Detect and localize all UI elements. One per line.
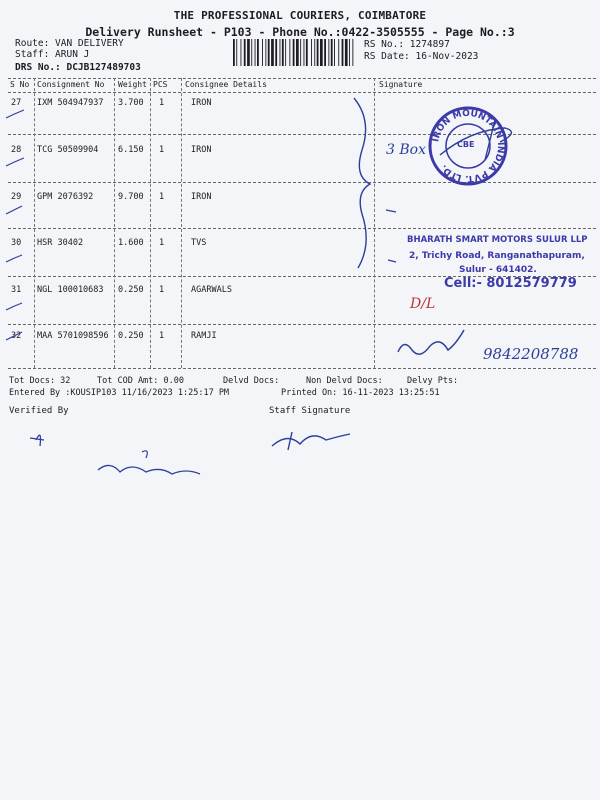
staff-signature-label: Staff Signature — [269, 406, 351, 416]
column-header-consignee: Consignee Details — [185, 80, 267, 89]
printed-on: Printed On: 16-11-2023 13:25:51 — [281, 388, 440, 398]
cell-weight: 1.600 — [118, 238, 144, 248]
cell-sno: 30 — [11, 238, 22, 248]
cell-consignee: IRON — [191, 192, 212, 202]
delivered-docs: Delvd Docs: — [223, 376, 280, 386]
column-header-signature: Signature — [379, 80, 423, 89]
non-delivered-docs: Non Delvd Docs: — [306, 376, 383, 386]
cell-consignment: HSR 30402 — [37, 238, 84, 248]
rs-number: RS No.: 1274897 — [364, 39, 450, 50]
cell-sno: 28 — [11, 145, 22, 155]
staff-label: Staff: ARUN J — [15, 49, 90, 60]
column-header-weight: Weight — [118, 80, 147, 89]
cell-pcs: 1 — [159, 145, 165, 155]
cell-consignee: IRON — [191, 145, 212, 155]
total-docs: Tot Docs: 32 — [9, 376, 71, 386]
page-title: THE PROFESSIONAL COURIERS, COIMBATORE — [173, 9, 427, 22]
entered-by: Entered By :KOUSIP103 11/16/2023 1:25:17 PM — [9, 388, 230, 398]
cell-consignee: IRON — [191, 98, 212, 108]
page-subtitle: Delivery Runsheet - P103 - Phone No.:0422-3505555 - Page No.:3 — [85, 25, 515, 39]
cell-weight: 0.250 — [118, 331, 144, 341]
bharath-stamp-cell: Cell:- 8012579779 — [444, 276, 577, 291]
cell-weight: 3.700 — [118, 98, 144, 108]
rs-date: RS Date: 16-Nov-2023 — [364, 51, 479, 62]
cell-pcs: 1 — [159, 192, 165, 202]
cell-consignee: AGARWALS — [191, 285, 232, 295]
total-cod-amount: Tot COD Amt: 0.00 — [97, 376, 184, 386]
cell-consignment: NGL 100010683 — [37, 285, 104, 295]
bharath-stamp-line2: 2, Trichy Road, Ranganathapuram, — [409, 251, 585, 261]
bharath-stamp-line3: Sulur - 641402. — [459, 265, 537, 275]
delivery-points: Delvy Pts: — [407, 376, 459, 386]
ramji-phone-note: 9842208788 — [483, 345, 579, 363]
stamp-center-label: CBE — [457, 140, 475, 149]
cell-weight: 0.250 — [118, 285, 144, 295]
cell-sno: 32 — [11, 331, 22, 341]
column-header-sno: S No — [10, 80, 30, 89]
cell-pcs: 1 — [159, 285, 165, 295]
column-header-pcs: PCS — [153, 80, 168, 89]
cell-weight: 9.700 — [118, 192, 144, 202]
cell-pcs: 1 — [159, 238, 165, 248]
cell-sno: 29 — [11, 192, 22, 202]
cell-consignment: GPM 2076392 — [37, 192, 94, 202]
verified-by-label: Verified By — [9, 406, 69, 416]
delivered-mark: D/L — [410, 296, 436, 312]
cell-sno: 31 — [11, 285, 22, 295]
svg-text:IRON MOUNTAIN INDIA PVT. LTD.: IRON MOUNTAIN INDIA PVT. LTD. — [431, 108, 506, 184]
cell-sno: 27 — [11, 98, 22, 108]
bharath-stamp-line1: BHARATH SMART MOTORS SULUR LLP — [407, 235, 588, 245]
column-header-consignment: Consignment No — [37, 80, 105, 89]
cell-consignment: MAA 5701098596 — [37, 331, 109, 341]
cell-consignment: IXM 504947937 — [37, 98, 104, 108]
cell-weight: 6.150 — [118, 145, 144, 155]
cell-pcs: 1 — [159, 98, 165, 108]
box-note: 3 Box — [386, 142, 426, 158]
cell-pcs: 1 — [159, 331, 165, 341]
route-label: Route: VAN DELIVERY — [15, 38, 124, 49]
drs-label: DRS No.: DCJB127489703 — [15, 62, 141, 73]
cell-consignee: RAMJI — [191, 331, 217, 341]
cell-consignment: TCG 50509904 — [37, 145, 99, 155]
cell-consignee: TVS — [191, 238, 207, 248]
